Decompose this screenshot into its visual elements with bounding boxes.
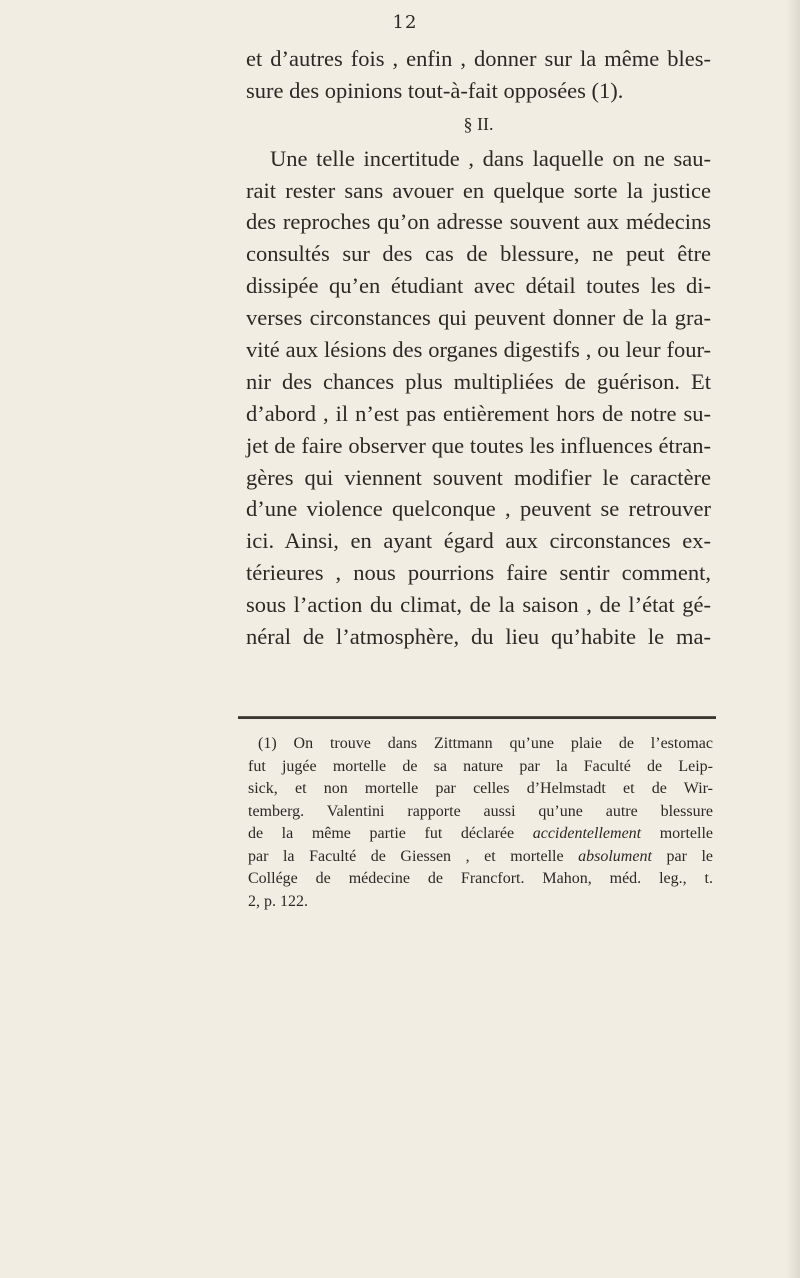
footnote-line [248,846,713,869]
body-line: sure des opinions tout-à-fait opposées (1). [246,77,624,103]
footnote-line: Collége de médecine de Francfort. Mahon, méd. leg., t. [248,870,713,887]
footnote-text: mortelle [641,825,714,842]
footnote-italic: accidentellement [532,825,642,842]
body-line: et d’autres fois , enfin , donner sur la même bles- [246,46,711,71]
footnote-line [248,823,713,846]
body-line: Une telle incertitude , dans laquelle on ne sau- [270,145,711,171]
page-edge-shadow [786,0,800,1278]
body-line: néral de l’atmosphère, du lieu qu’habite le ma- [246,624,711,650]
body-line: dissipée qu’en étudiant avec détail toutes les di- [246,273,711,299]
page-number: 12 [392,12,418,33]
body-line: d’abord , il n’est pas entièrement hors de notre su- [246,400,711,426]
body-line: sous l’action du climat, de la saison , de l’état gé- [246,592,711,618]
footnote-line: 2, p. 122. [248,892,308,910]
body-line: consultés sur des cas de blessure, ne peut être [246,241,711,267]
footnote-line: (1) On trouve dans Zittmann qu’une plaie de l’estomac [258,735,713,752]
footnote-divider [238,716,716,719]
footnote-text: de la même partie fut déclarée [248,825,533,842]
footnote-line: fut jugée mortelle de sa nature par la Faculté de Leip- [248,757,713,775]
footnote-line: temberg. Valentini rapporte aussi qu’une autre blessure [248,802,713,820]
footnote [248,733,713,913]
body-text [246,43,711,653]
body-line: des reproches qu’on adresse souvent aux médecins [246,209,711,235]
section-heading: § II. [463,113,494,134]
body-line: gères qui viennent souvent modifier le caractère [246,464,711,490]
footnote-italic: absolument [578,847,652,865]
body-line: ici. Ainsi, en ayant égard aux circonstances ex- [246,528,711,554]
body-line: d’une violence quelconque , peuvent se retrouver [246,496,711,522]
body-line: nir des chances plus multipliées de guérison. Et [246,368,711,394]
footnote-text: par le [651,847,713,865]
body-line: rait rester sans avouer en quelque sorte la justice [246,177,711,203]
footnote-text: par la Faculté de Giessen , et mortelle [248,847,579,865]
body-line: térieures , nous pourrions faire sentir comment, [246,560,711,586]
body-line: jet de faire observer que toutes les influences étran- [246,432,711,458]
footnote-line: sick, et non mortelle par celles d’Helmstadt et de Wir- [248,780,713,797]
body-line: verses circonstances qui peuvent donner de la gra- [246,305,711,331]
body-line: vité aux lésions des organes digestifs , ou leur four- [246,337,711,363]
